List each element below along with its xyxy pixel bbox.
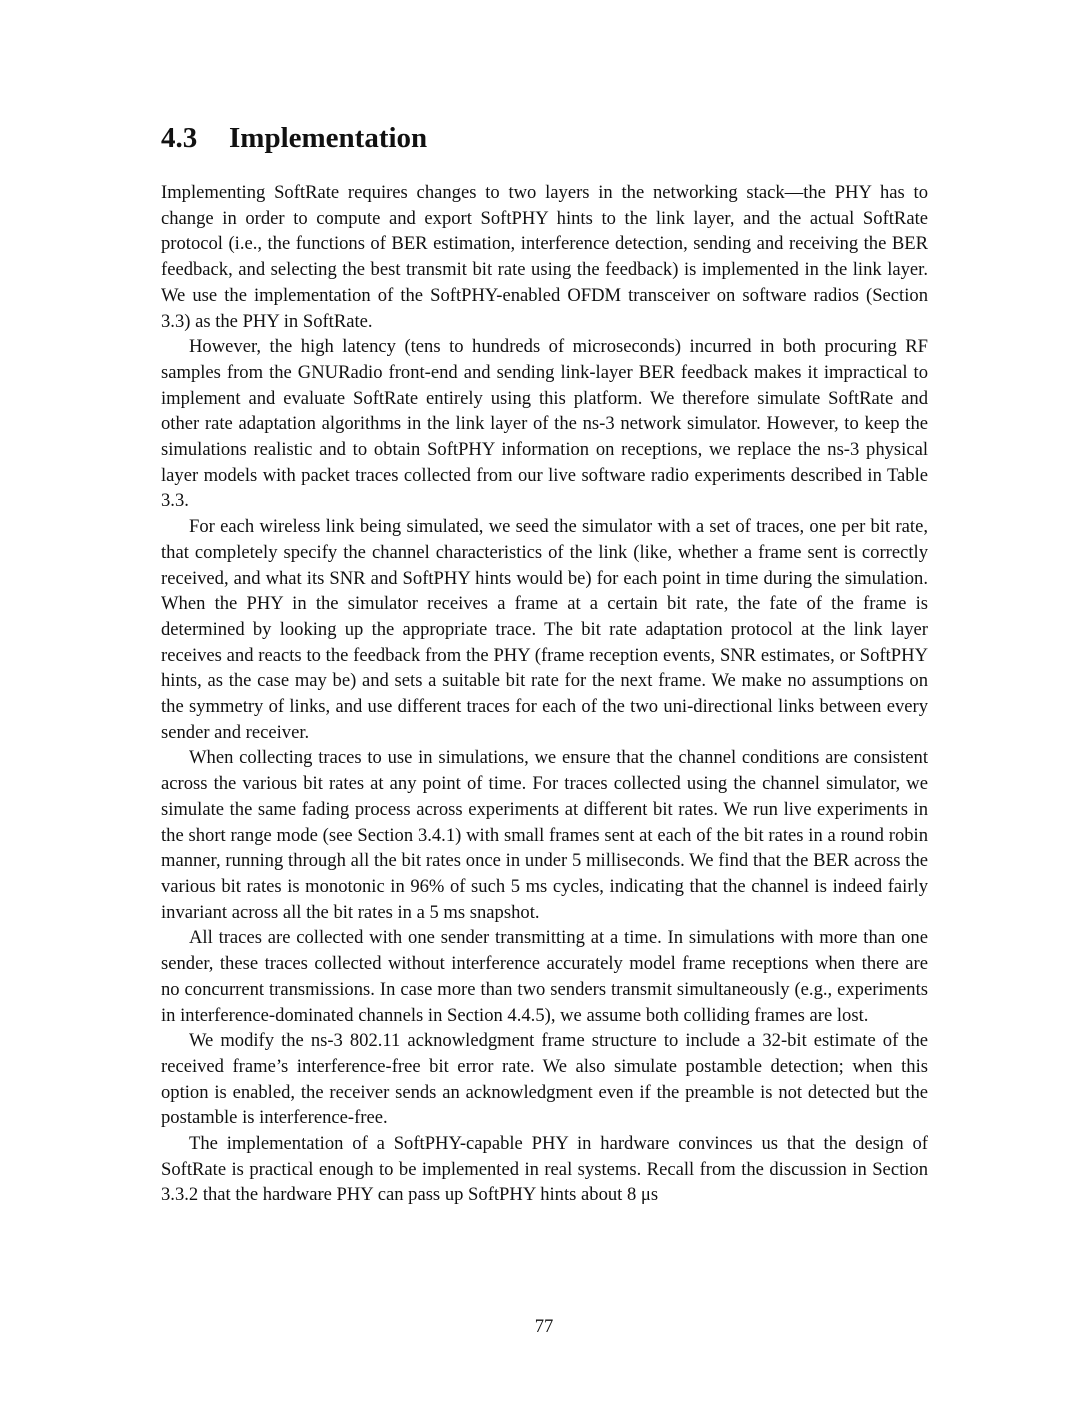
- section-number: 4.3: [161, 122, 198, 154]
- paragraph-hardware: The implementation of a SoftPHY-capable PHY in hardware convinces us that the design of SoftRate is practical enough to be implemented in real systems. Recall from the discussion in Section 3.3.2 that the hardware PHY can pass up SoftPHY hints about 8 μs: [161, 1133, 928, 1206]
- paragraph-ack-modification: We modify the ns-3 802.11 acknowledgment frame structure to include a 32-bit estimate of the received frame’s interference-free bit error rate. We also simulate postamble detection; when this option is enabled, the receiver sends an acknowledgment even if the preamble is not detected but the postamble is interference-free.: [161, 1030, 928, 1129]
- section-heading: [161, 118, 928, 158]
- page-number: 77: [534, 1316, 554, 1337]
- paragraph-single-sender: All traces are collected with one sender transmitting at a time. In simulations with more than one sender, these traces collected without interference accurately model frame receptions when there are no concurrent transmissions. In case more than two senders transmit simultaneously (e.g., experiments in interference-dominated channels in Section 4.4.5), we assume both colliding frames are lost.: [161, 927, 928, 1026]
- paragraph-traces: For each wireless link being simulated, we seed the simulator with a set of traces, one per bit rate, that completely specify the channel characteristics of the link (like, whether a frame sent is correctly received, and what its SNR and SoftPHY hints would be) for each point in time during the simulation. When the PHY in the simulator receives a frame at a certain bit rate, the fate of the frame is determined by looking up the appropriate trace. The bit rate adaptation protocol at the link layer receives and reacts to the feedback from the PHY (frame reception events, SNR estimates, or SoftPHY hints, as the case may be) and sets a suitable bit rate for the next frame. We make no assumptions on the symmetry of links, and use different traces for each of the two uni-directional links between every sender and receiver.: [161, 516, 928, 743]
- paragraph-collection: When collecting traces to use in simulations, we ensure that the channel conditions are consistent across the various bit rates at any point of time. For traces collected using the channel simulator, we simulate the same fading process across experiments at different bit rates. We run live experiments in the short range mode (see Section 3.4.1) with small frames sent at each of the bit rates in a round robin manner, running through all the bit rates once in under 5 milliseconds. We find that the BER across the various bit rates is monotonic in 96% of such 5 ms cycles, indicating that the channel is indeed fairly invariant across all the bit rates in a 5 ms snapshot.: [161, 747, 928, 923]
- paragraph-intro: Implementing SoftRate requires changes to two layers in the networking stack—the PHY has to change in order to compute and export SoftPHY hints to the link layer, and the actual SoftRate protocol (i.e., the functions of BER estimation, interference detection, sending and receiving the BER feedback, and selecting the best transmit bit rate using the feedback) is implemented in the link layer. We use the implementation of the SoftPHY-enabled OFDM transceiver on software radios (Section 3.3) as the PHY in SoftRate.: [161, 182, 928, 332]
- section-title: Implementation: [229, 122, 428, 154]
- paragraph-latency: However, the high latency (tens to hundreds of microseconds) incurred in both procuring RF samples from the GNURadio front-end and sending link-layer BER feedback makes it impractical to implement and evaluate SoftRate entirely using this platform. We therefore simulate SoftRate and other rate adaptation algorithms in the link layer of the ns-3 network simulator. However, to keep the simulations realistic and to obtain SoftPHY information on receptions, we replace the ns-3 physical layer models with packet traces collected from our live software radio experiments described in Table 3.3.: [161, 336, 928, 512]
- page-content: [161, 118, 928, 1208]
